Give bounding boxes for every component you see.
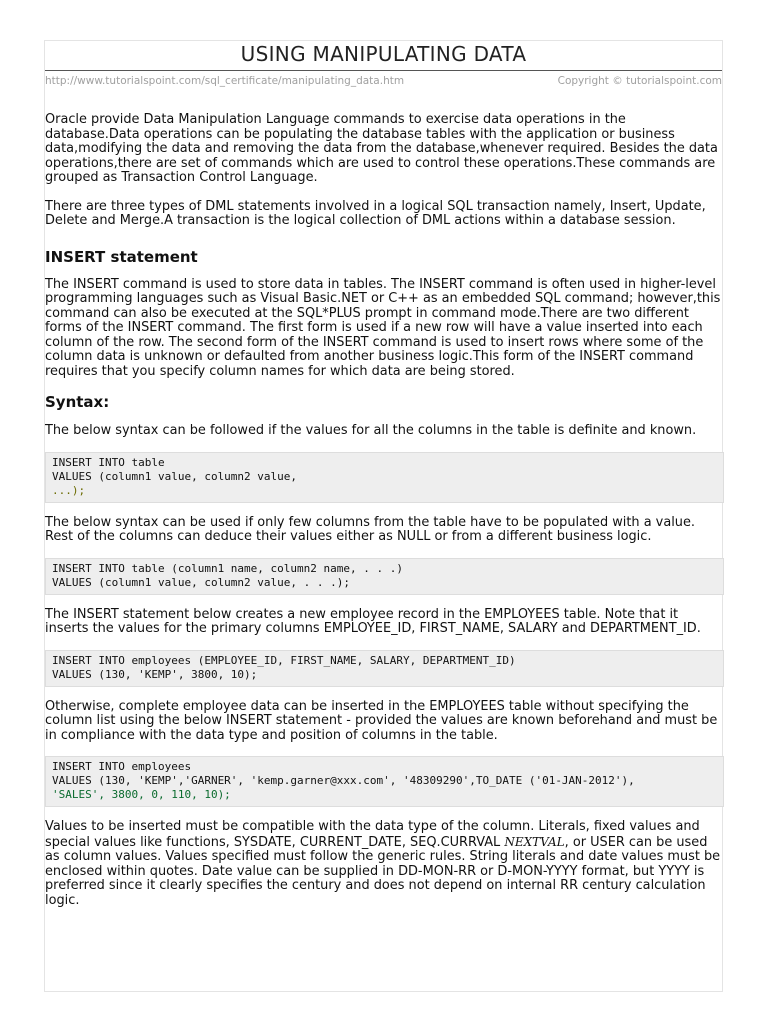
insert-paragraph: The INSERT command is used to store data in tables. The INSERT command is often used in higher-level programming languages such as Visual Basic.NET or C++ as an embedded SQL command; however,this command can also be executed at the SQL*PLUS prompt in command mode.There are two different forms of the INSERT command. The first form is used if a new row will have a value inserted into each column of the row. The second form of the INSERT command is used to insert rows where some of the column data is unknown or defaulted from another business logic.This form of the INSERT command requires that you specify column names for which data are being stored.: [45, 276, 721, 379]
code-line: INSERT INTO employees: [52, 760, 192, 773]
syntax-paragraph-2: The below syntax can be used if only few columns from the table have to be populated with a value. Rest of the columns can deduce their values either as NULL or from a different business logic.: [45, 514, 695, 544]
code-line: VALUES (130, 'KEMP','GARNER', 'kemp.garner@xxx.com', '48309290',TO_DATE ('01-JAN-2012'),: [52, 774, 635, 787]
document-page: [44, 40, 723, 992]
intro-paragraph-1: Oracle provide Data Manipulation Language commands to exercise data operations in the database.Data operations can be populating the database tables with the application or business data,modifying the data and removing the data from the database,whenever required. Besides the data operations,there are set of commands which are used to control these operations.These commands are grouped as Transaction Control Language.: [45, 112, 718, 185]
code-line: VALUES (column1 value, column2 value, . . .);: [52, 575, 351, 589]
title-divider: [45, 70, 722, 71]
insert-heading: INSERT statement: [45, 247, 198, 266]
page-title: USING MANIPULATING DATA: [240, 42, 527, 66]
syntax-paragraph-1: The below syntax can be followed if the values for all the columns in the table is definite and known.: [45, 423, 697, 438]
code-block-2: [45, 558, 724, 595]
syntax-heading: Syntax:: [45, 393, 110, 411]
copyright-text: Copyright © tutorialspoint.com: [557, 75, 722, 87]
source-url[interactable]: http://www.tutorialspoint.com/sql_certificate/manipulating_data.htm: [45, 75, 405, 87]
code-block-1: [45, 452, 724, 503]
code-line: VALUES (column1 value, column2 value,: [52, 469, 298, 483]
code-line: 'SALES', 3800, 0, 110, 10);: [52, 788, 231, 801]
article-body: [45, 113, 724, 908]
code-line: ...);: [52, 483, 86, 497]
values-paragraph: [45, 820, 724, 908]
code-line: INSERT INTO employees (EMPLOYEE_ID, FIRST_NAME, SALARY, DEPARTMENT_ID): [52, 653, 516, 667]
intro-paragraph-2: There are three types of DML statements involved in a logical SQL transaction namely, Insert, Update, Delete and Merge.A transaction is the logical collection of DML actions within a database session.: [45, 198, 706, 228]
code-line: VALUES (130, 'KEMP', 3800, 10);: [52, 667, 258, 681]
syntax-paragraph-3: The INSERT statement below creates a new employee record in the EMPLOYEES table. Note that it inserts the values for the primary columns EMPLOYEE_ID, FIRST_NAME, SALARY and DEPARTMENT_ID.: [45, 606, 701, 636]
syntax-paragraph-4: Otherwise, complete employee data can be inserted in the EMPLOYEES table without specifying the column list using the below INSERT statement - provided the values are known beforehand and must be in compliance with the data type and position of columns in the table.: [45, 698, 718, 743]
nextval-term: NEXTVAL: [504, 834, 565, 849]
code-line: INSERT INTO table: [52, 455, 165, 469]
values-text-a: Values to be inserted must be compatible with the data type of the column. Literals, fixed values and special values like functions, SYSDATE, CURRENT_DATE, SEQ.CURRVAL: [45, 819, 700, 850]
code-line: INSERT INTO table (column1 name, column2 name, . . .): [52, 561, 403, 575]
code-block-4: [45, 756, 724, 807]
values-text-b: , or USER can be used as column values. Values specified must follow the generic rules. String literals and date values must be enclosed within quotes. Date value can be supplied in DD-MON-RR or D-MON-YYYY format, but YYYY is preferred since it clearly specifies the century and does not depend on internal RR century calculation logic.: [45, 834, 721, 908]
code-block-3: [45, 650, 724, 687]
